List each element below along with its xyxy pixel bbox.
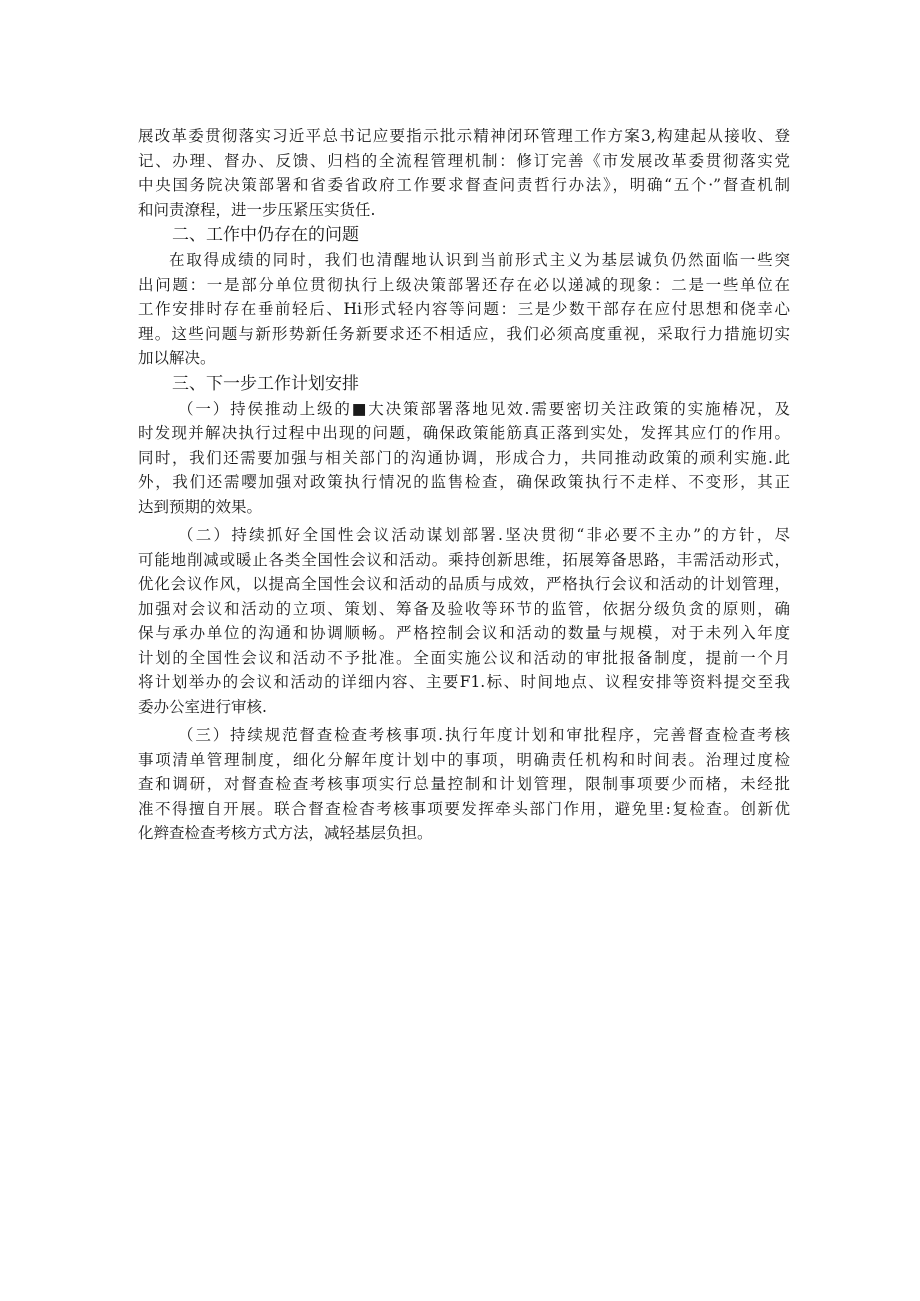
- text-line: 出问题：一是部分单位贯彻执行上级决策部署还存在必以递减的现象：二是一些单位在: [138, 275, 790, 294]
- text-line: 和问责潦程，进一步压紧压实货任.: [138, 200, 376, 219]
- document-page: [138, 124, 790, 846]
- text-line: 达到预期的效果。: [138, 497, 263, 516]
- paragraph-item-1: [138, 397, 790, 520]
- text-line: 记、办理、督办、反馈、归档的全流程管理机制：修订完善《市发展改革委贯彻落实党: [138, 151, 790, 170]
- text-line: 准不得擅自开展。联合督查检杳考核事项要发挥牵头部门作用，避免里:复检查。创新优: [138, 799, 790, 818]
- text-line: （二）持续抓好全国性会议活动谋划部署.坚决贯彻“非必要不主办”的方针，尽: [178, 526, 790, 544]
- text-line: 保与承办单位的沟通和协调顺畅。严格控制会议和活动的数量与规模，对于未列入年度: [138, 624, 790, 642]
- text-line: （三）持续规范督查检查考核事项.执行年度计划和审批程序，完善督查检查考核: [178, 726, 790, 744]
- text-line: （一）持侯推动上级的■大决策部署落地见效.需要密切关注政策的实施椿况，及: [178, 399, 790, 418]
- text-line: 加强对会议和活动的立项、策划、筹备及验收等环节的监管，依据分级负贪的原则，确: [138, 599, 790, 618]
- text-line: 化辫查检查考核方式方法，减轻基层负担。: [138, 824, 433, 842]
- paragraph-problems: [138, 248, 790, 371]
- paragraph-item-3: [138, 723, 790, 846]
- text-line: 可能地削减或暖止各类全国性会议和活动。乘持创新思维，拓展筹备思路，丰需活动形式，: [138, 550, 790, 569]
- text-line: 将计划举办的会议和活动的详细内容、主要F1.标、时间地点、议程安排等资料提交至我: [138, 673, 790, 691]
- text-line: 在取得成绩的同时，我们也清醒地认识到当前形式主义为基层诚负仍然面临一些突: [169, 251, 790, 269]
- text-line: 理。这些问题与新形势新任务新要求还不相适应，我们必须高度重视，采取行力措施切实: [138, 324, 790, 343]
- paragraph-continued: [138, 124, 790, 222]
- text-line: 中央国务院决策部署和省委省政府工作要求督查问责哲行办法》，明确“五个·”督查机制: [138, 176, 790, 194]
- text-line: 优化会议作风，以提高全国性会议和活动的品质与成效，严格执行会议和活动的计划管理，: [138, 575, 790, 593]
- text-line: 外，我们还需嘤加强对政策执行情况的监售检查，确保政策执行不走样、不变形，其正: [138, 473, 790, 491]
- text-line: 时发现并解决执行过程中出现的问题，确保政策能筋真正落到实处，发挥其应仃的作用。: [138, 424, 790, 442]
- text-line: 事项清单管理制度，细化分解年度计划中的事项，明确责任机构和时间表。治理过度检: [138, 750, 790, 769]
- section-heading-problems: 二、工作中仍存在的问题: [172, 225, 359, 245]
- text-line: 查和调研，对督查检查考核事项实行总量控制和计划管理，限制事项要少而楮，未经批: [138, 775, 790, 793]
- text-line: 委办公室进行审核.: [138, 697, 267, 716]
- text-line: 加以解决。: [138, 349, 216, 367]
- section-heading-next-steps: 三、下一步工作计划安排: [172, 373, 359, 394]
- text-line: 计划的全国性会议和活动不予批准。全面实施公议和活动的审批报备制度，提前一个月: [138, 648, 790, 667]
- text-line: 展改革委贯彻落实习近平总书记应要指示批示精神闭环管理工作方案3,构建起从接收、登: [138, 127, 790, 145]
- text-line: 同时，我们还需要加强与相关部门的沟通协调，形成合力，共同推动政策的顽利实施.此: [138, 448, 790, 467]
- paragraph-item-2: [138, 523, 790, 719]
- text-line: 工作安排时存在垂前轻后、Hi形式轻内容等问题：三是少数干部存在应付思想和侥幸心: [138, 300, 790, 318]
